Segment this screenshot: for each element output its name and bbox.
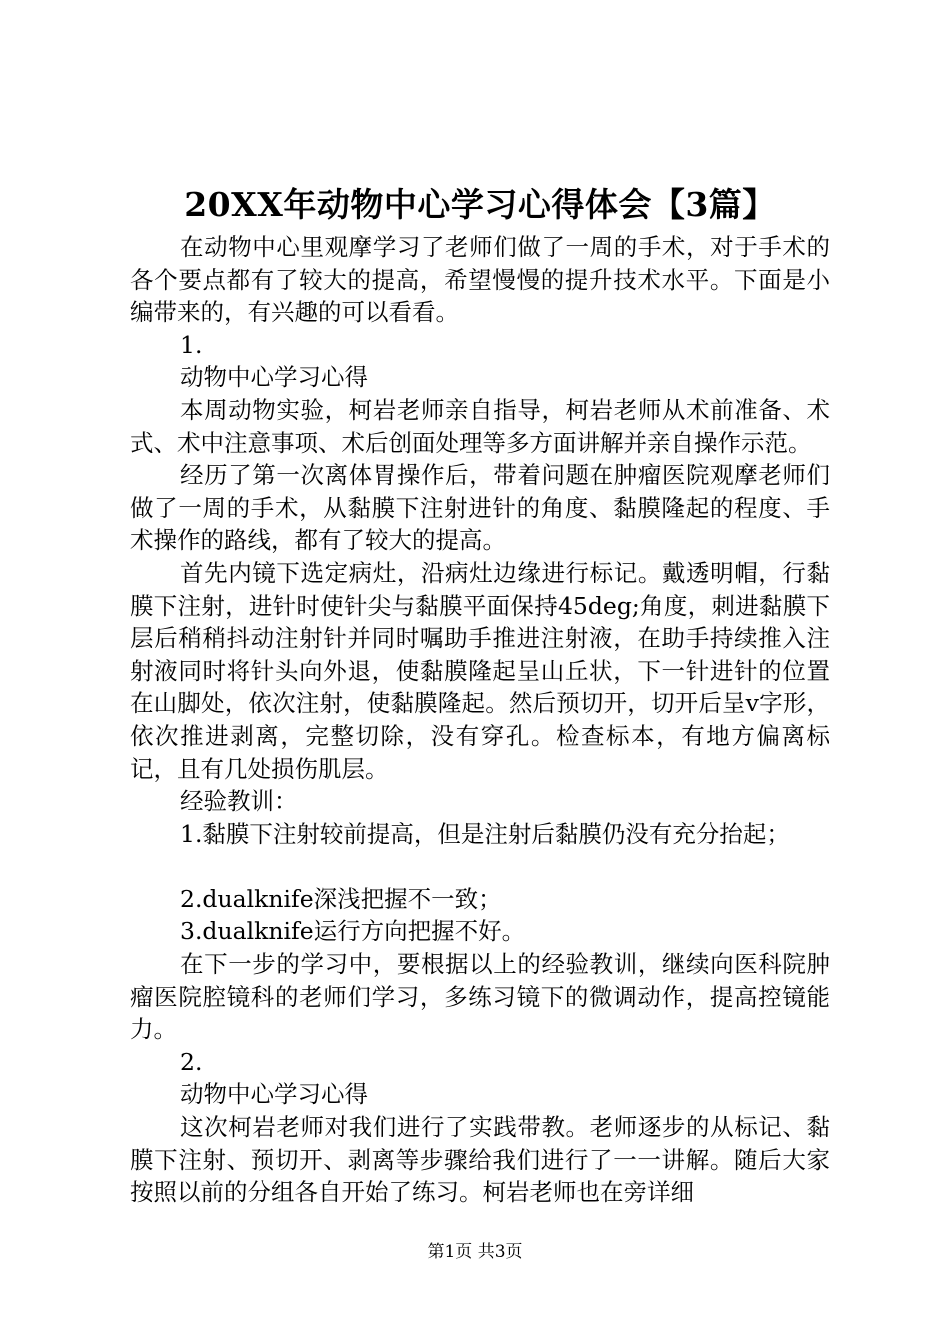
body-paragraph: 这次柯岩老师对我们进行了实践带教。老师逐步的从标记、黏膜下注射、预切开、剥离等步骤给我们进行了一一讲解。随后大家按照以前的分组各自开始了练习。柯岩老师也在旁详细 [130, 1113, 830, 1207]
section-heading-2: 动物中心学习心得 [180, 1080, 368, 1109]
document-title: 20XX年动物中心学习心得体会【3篇】 [184, 185, 776, 224]
lesson-item-1: 1.黏膜下注射较前提高，但是注射后黏膜仍没有充分抬起； [180, 819, 790, 848]
page-footer: 第1页 共3页 [427, 1242, 523, 1262]
body-paragraph: 在下一步的学习中，要根据以上的经验教训，继续向医科院肿瘤医院腔镜科的老师们学习，多练习镜下的微调动作，提高控镜能力。 [130, 950, 830, 1044]
document-page [130, 183, 830, 1209]
body-paragraph: 本周动物实验，柯岩老师亲自指导，柯岩老师从术前准备、术式、术中注意事项、术后创面处理等多方面讲解并亲自操作示范。 [130, 395, 830, 457]
section-heading-1: 动物中心学习心得 [180, 363, 368, 392]
lesson-item-3: 3.dualknife运行方向把握不好。 [180, 917, 526, 946]
body-paragraph: 首先内镜下选定病灶，沿病灶边缘进行标记。戴透明帽，行黏膜下注射，进针时使针尖与黏膜平面保持45deg;角度，刺进黏膜下层后稍稍抖动注射针并同时嘱助手推进注射液，在助手持续推入注射液同时将针头向外退，使黏膜隆起呈山丘状，下一针进针的位置在山脚处，依次注射，使黏膜隆起。然后预切开，切开后呈v字形，依次推进剥离，完整切除，没有穿孔。检查标本，有地方偏离标记，且有几处损伤肌层。 [130, 558, 830, 783]
body-paragraph: 经历了第一次离体胃操作后，带着问题在肿瘤医院观摩老师们做了一周的手术，从黏膜下注射进针的角度、黏膜隆起的程度、手术操作的路线，都有了较大的提高。 [130, 461, 830, 555]
section-number-2: 2. [180, 1047, 203, 1076]
lessons-heading: 经验教训： [180, 787, 298, 816]
section-number-1: 1. [180, 330, 203, 359]
blank-line [130, 850, 830, 883]
intro-paragraph: 在动物中心里观摩学习了老师们做了一周的手术，对于手术的各个要点都有了较大的提高，希望慢慢的提升技术水平。下面是小编带来的，有兴趣的可以看看。 [130, 233, 830, 327]
lesson-item-2: 2.dualknife深浅把握不一致； [180, 884, 502, 913]
